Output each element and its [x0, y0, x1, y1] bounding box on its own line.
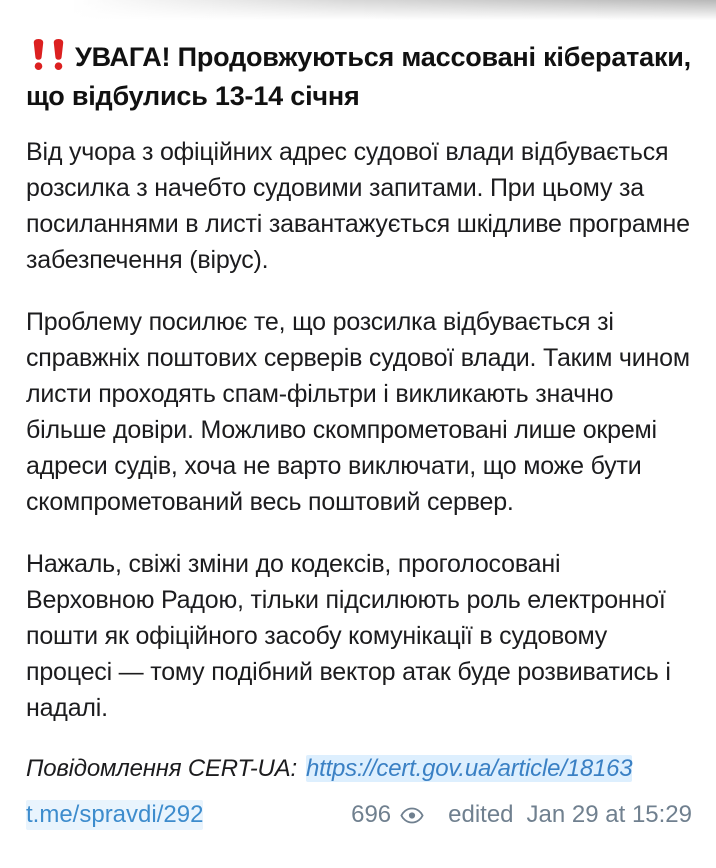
post-paragraph: Проблему посилює те, що розсилка відбувається зі справжніх поштових серверів судової влади. Таким чином листи проходять спам-фільтри і викликають значно більше довіри. Можливо скомпрометовані лише окремі адреси судів, хоча не варто виключати, що може бути скомпрометований весь поштовий сервер.	[26, 308, 690, 516]
post-permalink-link[interactable]: t.me/spravdi/292	[26, 801, 204, 828]
post-paragraph: Від учора з офіційних адрес судової влади відбувається розсилка з начебто судовими запитами. При цьому за посиланнями в листі завантажується шкідливе програмне забезпечення (вірус).	[26, 138, 690, 274]
edited-label: edited	[448, 801, 514, 828]
post-timestamp: Jan 29 at 15:29	[526, 801, 692, 828]
source-label: Повідомлення CERT-UA:	[26, 755, 297, 782]
eye-icon	[400, 807, 424, 824]
source-line	[26, 752, 692, 786]
cert-ua-article-link[interactable]: https://cert.gov.ua/article/18163	[305, 755, 633, 782]
post-meta	[351, 800, 692, 830]
views-count: 696	[351, 801, 392, 828]
post-paragraph: Нажаль, свіжі зміни до кодексів, проголосовані Верховною Радою, тільки підсилюють роль електронної пошти як офіційного засобу комунікації в судовому процесі — тому подібний вектор атак буде розвиватись і надалі.	[26, 550, 671, 722]
heavy-exclamation-icon	[32, 39, 65, 70]
post-title-text: УВАГА! Продовжуються массовані кібератаки, що відбулись 13-14 січня	[26, 42, 691, 111]
post-footer	[26, 800, 692, 830]
post-title	[26, 38, 692, 116]
